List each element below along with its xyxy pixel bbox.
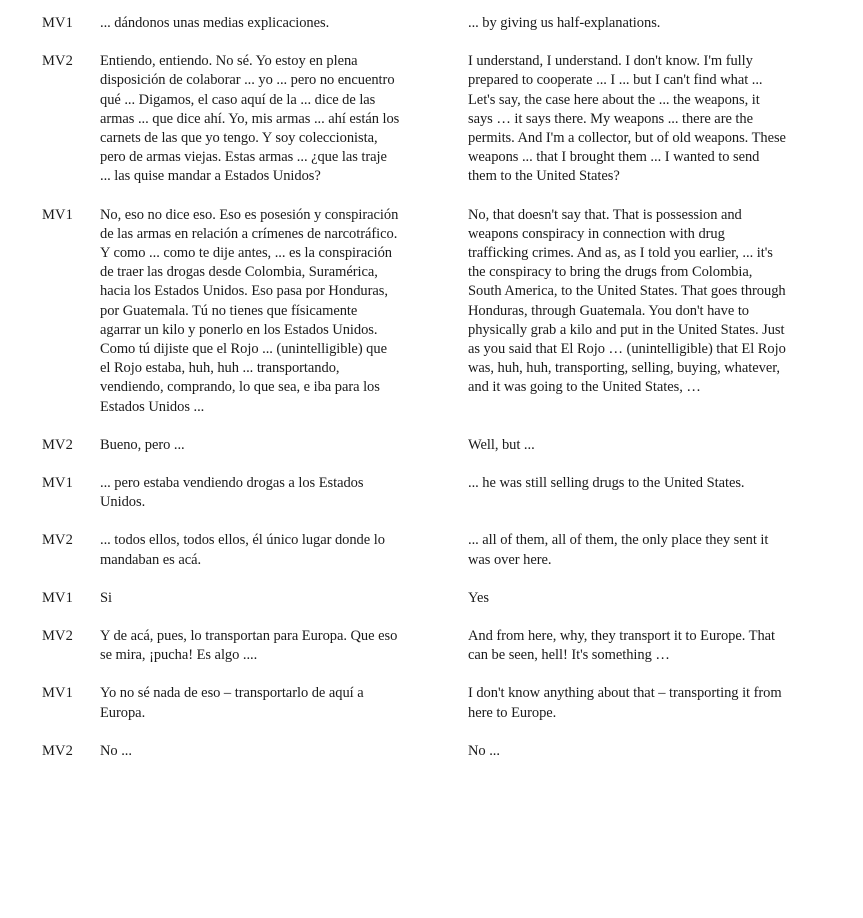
spanish-text: No ... xyxy=(100,742,132,759)
spanish-text: Bueno, pero ... xyxy=(100,436,185,453)
spanish-text: ... pero estaba vendiendo drogas a los Estados Unidos. xyxy=(100,475,364,511)
transcript-turn xyxy=(0,589,863,608)
english-text: Well, but ... xyxy=(468,436,535,453)
transcript-turn xyxy=(0,206,863,417)
transcript-turn xyxy=(0,684,863,722)
english-text: ... he was still selling drugs to the United States. xyxy=(468,475,745,492)
speaker-label: MV1 xyxy=(42,475,73,492)
spanish-text: ... todos ellos, todos ellos, él único lugar donde lo mandaban es acá. xyxy=(100,532,385,568)
english-text: No ... xyxy=(468,742,500,759)
english-text: And from here, why, they transport it to Europe. That can be seen, hell! It's something … xyxy=(468,628,776,664)
english-text: I don't know anything about that – transporting it from here to Europe. xyxy=(468,685,782,721)
english-text: ... by giving us half-explanations. xyxy=(468,15,661,31)
english-text: No, that doesn't say that. That is possession and weapons conspiracy in connection with drug trafficking crimes. And as, as I told you earlier, ... it's the conspiracy to bring the drugs from Colombia, South America, to the United States. That goes through Honduras, through Guatemala. You don't have to physically grab a kilo and put in the United States. Just as you said that El Rojo … (unintelligible) that El Rojo was, huh, huh, transporting, selling, buying, whatever, and it was going to the United States, … xyxy=(468,206,786,396)
spanish-text: ... dándonos unas medias explicaciones. xyxy=(100,15,330,31)
spanish-text: Yo no sé nada de eso – transportarlo de aquí a Europa. xyxy=(100,685,364,721)
english-text: I understand, I understand. I don't know. I'm fully prepared to cooperate ... I ... but I can't find what ... Let's say, the case here about the ... the weapons, it says … it says there. My weapons ... there are the permits. And I'm a collector, but of old weapons. These weapons ... that I brought them ... I wanted to send them to the United States? xyxy=(468,53,786,185)
speaker-label: MV1 xyxy=(42,15,73,31)
spanish-text: Si xyxy=(100,589,112,606)
speaker-label: MV1 xyxy=(42,206,73,223)
speaker-label: MV2 xyxy=(42,532,73,549)
transcript-turn xyxy=(0,627,863,665)
transcript-turn xyxy=(0,436,863,455)
speaker-label: MV2 xyxy=(42,53,73,70)
speaker-label: MV2 xyxy=(42,436,73,453)
speaker-label: MV2 xyxy=(42,742,73,759)
transcript-turn xyxy=(0,14,863,33)
speaker-label: MV1 xyxy=(42,685,73,702)
transcript-turn xyxy=(0,474,863,512)
spanish-text: Entiendo, entiendo. No sé. Yo estoy en plena disposición de colaborar ... yo ... pero no encuentro qué ... Digamos, el caso aquí de la ... dice de las armas ... que dice ahí. Yo, mis armas ... ahí están los carnets de las que yo tengo. Y soy coleccionista, pero de armas viejas. Estas armas ... ¿que las traje ... las quise mandar a Estados Unidos? xyxy=(100,53,400,185)
transcript-turn xyxy=(0,52,863,186)
spanish-text: Y de acá, pues, lo transportan para Europa. Que eso se mira, ¡pucha! Es algo .... xyxy=(100,628,398,664)
speaker-label: MV1 xyxy=(42,589,73,606)
transcript-turn xyxy=(0,742,863,761)
english-text: Yes xyxy=(468,589,489,606)
english-text: ... all of them, all of them, the only place they sent it was over here. xyxy=(468,532,769,568)
transcript-body xyxy=(0,14,863,780)
transcript-turn xyxy=(0,531,863,569)
spanish-text: No, eso no dice eso. Eso es posesión y conspiración de las armas en relación a crímenes de narcotráfico. Y como ... como te dije antes, ... es la conspiración de traer las drogas desde Colombia, Suramérica, hacia los Estados Unidos. Eso pasa por Honduras, por Guatemala. Tú no tienes que físicamente agarrar un kilo y ponerlo en los Estados Unidos. Como tú dijiste que el Rojo ... (unintelligible) que el Rojo estaba, huh, huh ... transportando, vendiendo, comprando, lo que sea, e iba para los Estados Unidos ... xyxy=(100,206,399,415)
speaker-label: MV2 xyxy=(42,628,73,645)
